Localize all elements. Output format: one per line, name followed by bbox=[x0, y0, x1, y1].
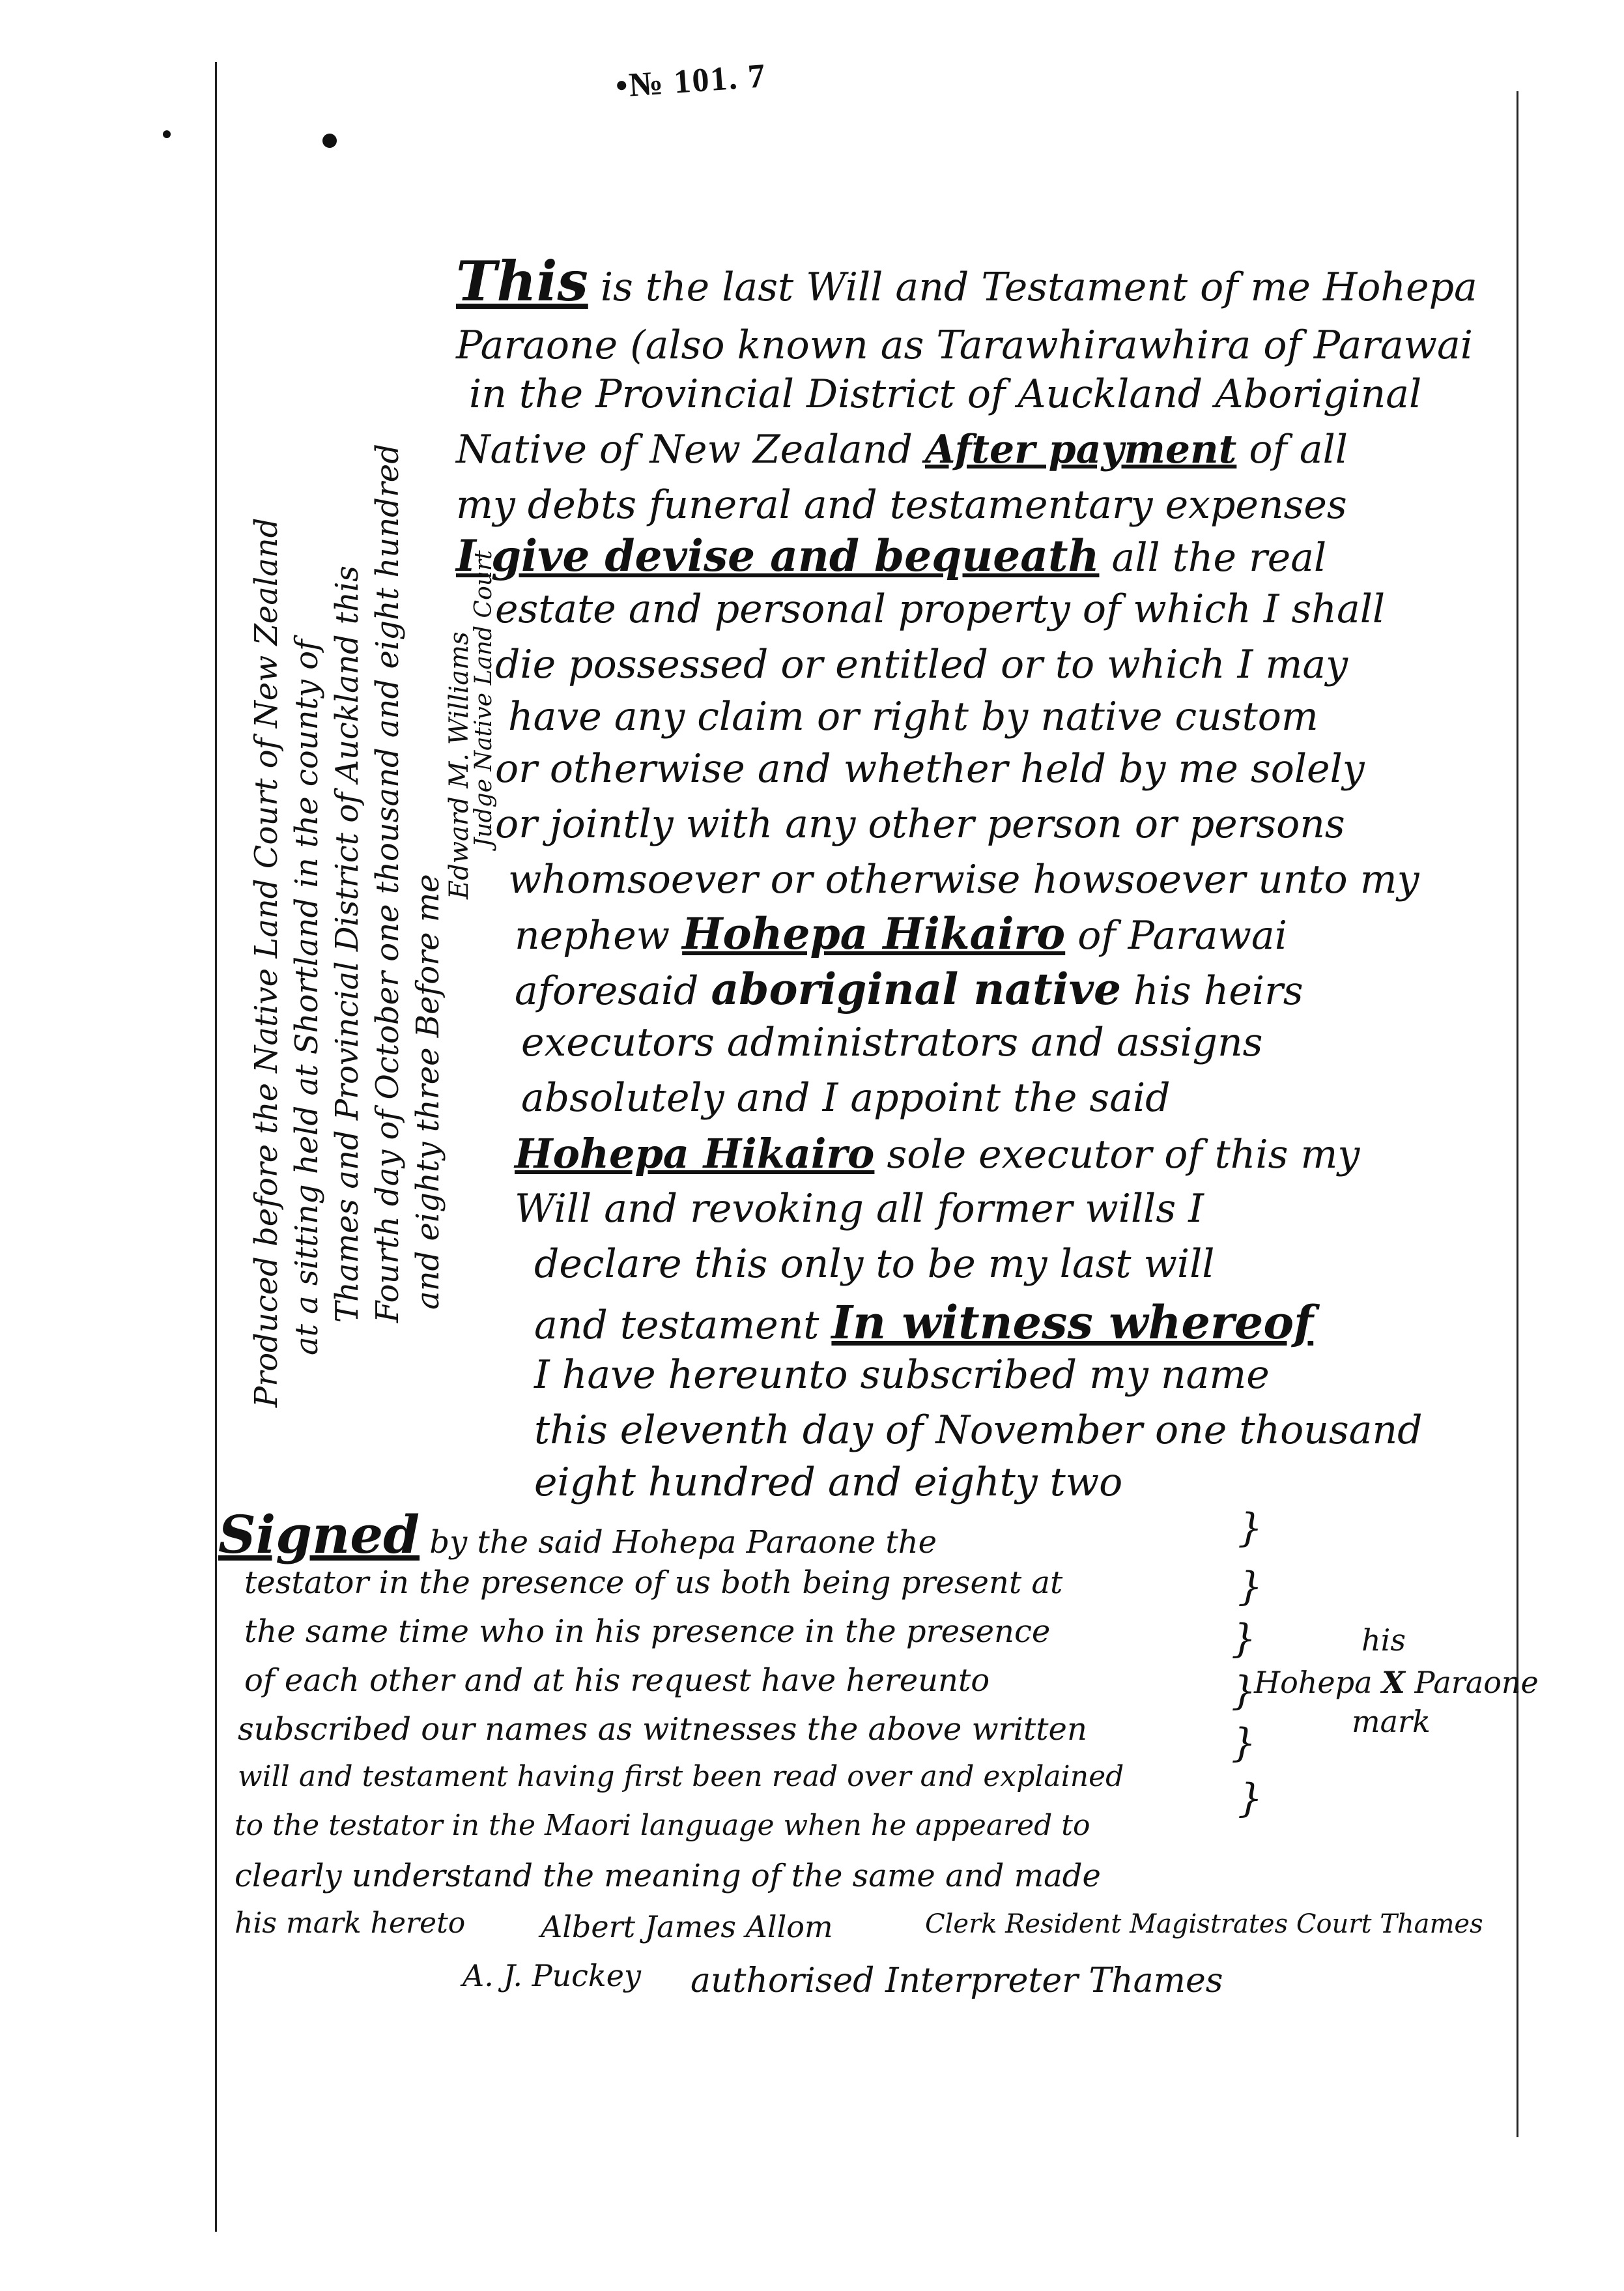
will-line-3: in the Provincial District of Auckland Aboriginal bbox=[469, 371, 1422, 417]
attestation-line-7: to the testator in the Maori language when he appeared to bbox=[235, 1809, 1090, 1842]
will-line-20: and testament In witness whereof bbox=[534, 1295, 1314, 1349]
will-line-15: executors administrators and assigns bbox=[521, 1020, 1263, 1065]
attestation-line-5: subscribed our names as witnesses the above written bbox=[238, 1711, 1087, 1748]
will-line-7: estate and personal property of which I shall bbox=[495, 586, 1386, 632]
mark-his-label: his bbox=[1361, 1622, 1406, 1658]
ink-speck bbox=[163, 130, 171, 138]
attestation-line-8: clearly understand the meaning of the same and made bbox=[235, 1858, 1101, 1894]
witness-1-signature: Albert James Allom bbox=[541, 1909, 833, 1944]
attestation-line-1: Signed by the said Hohepa Paraone the bbox=[218, 1504, 937, 1565]
left-margin-rule bbox=[215, 62, 217, 2232]
will-line-10: or otherwise and whether held by me solely bbox=[495, 746, 1365, 792]
x-mark-icon: X bbox=[1382, 1665, 1405, 1700]
will-line-4: Native of New Zealand After payment of all bbox=[456, 427, 1348, 472]
judge-title: Judge Native Land Court bbox=[470, 550, 497, 847]
will-line-6: I give devise and bequeath all the real bbox=[456, 530, 1327, 581]
brace-mark: } bbox=[1238, 1505, 1263, 1551]
will-line-1: This is the last Will and Testament of me Hohepa bbox=[456, 249, 1477, 313]
folio-number: •№ 101. 7 bbox=[614, 57, 768, 106]
margin-note-line-5: and eighty three Before me bbox=[410, 874, 446, 1310]
will-line-9: have any claim or right by native custom bbox=[508, 694, 1318, 740]
will-line-14: aforesaid aboriginal native his heirs bbox=[515, 964, 1303, 1015]
judge-signature: Edward M. Williams bbox=[444, 631, 474, 899]
mark-label: mark bbox=[1352, 1704, 1431, 1739]
will-line-11: or jointly with any other person or persons bbox=[495, 801, 1345, 847]
will-line-18: Will and revoking all former wills I bbox=[515, 1186, 1204, 1232]
attestation-line-4: of each other and at his request have hereunto bbox=[244, 1662, 990, 1699]
brace-mark: } bbox=[1231, 1668, 1257, 1714]
will-line-2: Paraone (also known as Tarawhirawhira of Parawai bbox=[456, 323, 1473, 368]
will-line-17: Hohepa Hikairo sole executor of this my bbox=[515, 1130, 1360, 1177]
brace-mark: } bbox=[1231, 1720, 1257, 1766]
ink-speck bbox=[322, 134, 337, 148]
brace-mark: } bbox=[1238, 1564, 1263, 1609]
will-line-22: this eleventh day of November one thousand bbox=[534, 1407, 1423, 1453]
witness-2-title: authorised Interpreter Thames bbox=[691, 1961, 1223, 2000]
margin-note-line-3: Thames and Provincial District of Auckland this bbox=[329, 566, 365, 1323]
margin-note-line-2: at a sitting held at Shortland in the county of bbox=[289, 639, 325, 1355]
will-line-5: my debts funeral and testamentary expenses bbox=[456, 482, 1347, 528]
witness-1-title: Clerk Resident Magistrates Court Thames bbox=[925, 1909, 1483, 1939]
will-line-13: nephew Hohepa Hikairo of Parawai bbox=[515, 908, 1287, 959]
attestation-line-9: his mark hereto bbox=[235, 1907, 466, 1940]
margin-note-line-1: Produced before the Native Land Court of New Zealand bbox=[248, 517, 285, 1407]
attestation-line-6: will and testament having first been read over and explained bbox=[238, 1760, 1124, 1793]
attestation-line-3: the same time who in his presence in the presence bbox=[244, 1613, 1051, 1650]
will-line-19: declare this only to be my last will bbox=[534, 1241, 1215, 1287]
attestation-line-2: testator in the presence of us both being present at bbox=[244, 1564, 1063, 1601]
witness-2-signature: A. J. Puckey bbox=[463, 1958, 642, 1993]
margin-note-line-4: Fourth day of October one thousand and eight hundred bbox=[369, 444, 406, 1323]
will-line-21: I have hereunto subscribed my name bbox=[534, 1352, 1270, 1398]
will-line-12: whomsoever or otherwise howsoever unto my bbox=[508, 857, 1419, 902]
brace-mark: } bbox=[1238, 1776, 1263, 1821]
brace-mark: } bbox=[1231, 1616, 1257, 1662]
will-line-23: eight hundred and eighty two bbox=[534, 1460, 1123, 1505]
will-line-8: die possessed or entitled or to which I may bbox=[495, 642, 1348, 687]
will-line-16: absolutely and I appoint the said bbox=[521, 1075, 1171, 1121]
testator-mark: Hohepa X Paraone bbox=[1254, 1665, 1539, 1700]
right-margin-rule bbox=[1517, 91, 1518, 2137]
